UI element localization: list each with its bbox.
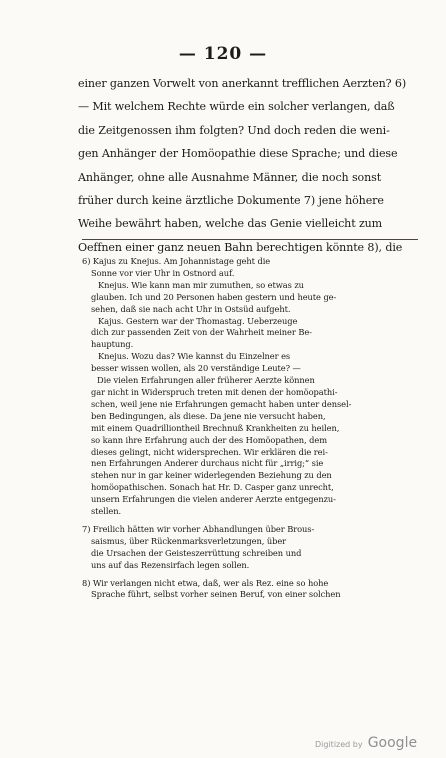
digitization-watermark xyxy=(315,732,417,751)
text-line: einer ganzen Vorwelt von anerkannt trefflichen Aerzten? 6) xyxy=(78,77,407,90)
footnote-line: uns auf das Rezensirfach legen sollen. xyxy=(91,559,250,570)
footnote-line: Knejus. Wie kann man mir zumuthen, so etwas zu xyxy=(98,279,304,290)
footnote-line: 8) Wir verlangen nicht etwa, daß, wer als Rez. eine so hohe xyxy=(82,577,329,588)
text-line: Weihe bewährt haben, welche das Genie vielleicht zum xyxy=(78,217,383,231)
footnote-line: homöopathischen. Sonach hat Hr. D. Casper ganz unrecht, xyxy=(91,482,334,493)
text-line: gen Anhänger der Homöopathie diese Sprache; und diese xyxy=(78,147,398,161)
footnote-line: so kann ihre Erfahrung auch der des Homöopathen, dem xyxy=(91,434,328,445)
footnote-divider xyxy=(82,239,418,240)
footnote-line: schen, weil jene nie Erfahrungen gemacht haben unter densel- xyxy=(91,398,352,409)
footnote-line: glauben. Ich und 20 Personen haben gestern und heute ge- xyxy=(91,291,337,302)
footnote-line: Knejus. Wozu das? Wie kannst du Einzelner es xyxy=(98,351,291,362)
footnotes xyxy=(82,256,420,601)
footnote-line: 7) Freilich hätten wir vorher Abhandlungen über Brous- xyxy=(82,523,315,534)
footnote-line: 6) Kajus zu Knejus. Am Johannistage geht die xyxy=(82,256,271,266)
footnote-line: saismus, über Rückenmarksverletzungen, über xyxy=(91,535,287,546)
footnote-line: stellen. xyxy=(91,506,122,517)
text-line: — Mit welchem Rechte würde ein solcher verlangen, daß xyxy=(78,100,395,114)
footnote-line: dich zur passenden Zeit von der Wahrheit meiner Be- xyxy=(91,327,312,338)
google-logo: Google xyxy=(367,735,418,751)
footnote-line: Kajus. Gestern war der Thomastag. Ueberzeuge xyxy=(98,315,298,326)
footnote-line: hauptung. xyxy=(91,339,134,350)
text-line: früher durch keine ärztliche Dokumente 7) jene höhere xyxy=(78,194,384,208)
page-number: — 120 — xyxy=(178,44,268,64)
footnote-line: nen Erfahrungen Anderer durchaus nicht für „irrig;“ sie xyxy=(91,458,324,469)
footnote-line: besser wissen wollen, als 20 verständige Leute? — xyxy=(91,363,301,374)
text-line: die Zeitgenossen ihm folgten? Und doch reden die weni- xyxy=(78,123,390,137)
text-line: Anhänger, ohne alle Ausnahme Männer, die noch sonst xyxy=(78,170,382,184)
footnote-line: dieses gelingt, nicht widersprechen. Wir erklären die rei- xyxy=(91,446,328,457)
watermark-prefix: Digitized by xyxy=(315,740,363,749)
footnote-line: die Ursachen der Geisteszerrüttung schreiben und xyxy=(91,547,302,558)
main-text xyxy=(78,72,418,259)
text-line: Oeffnen einer ganz neuen Bahn berechtigen könnte 8), die xyxy=(78,240,403,254)
footnote-line: ben Bedingungen, als diese. Da jene nie versucht haben, xyxy=(91,410,326,421)
footnote-line: mit einem Quadrilliontheil Brechnuß Krankheiten zu heilen, xyxy=(91,422,340,433)
footnote-line: gar nicht in Widerspruch treten mit denen der homöopathi- xyxy=(91,386,338,397)
footnote-line: Sonne vor vier Uhr in Ostnord auf. xyxy=(91,267,235,278)
footnote-line: stehen nur in gar keiner widerlegenden Beziehung zu den xyxy=(91,470,332,481)
footnote-line: unsern Erfahrungen die vielen anderer Aerzte entgegenzu- xyxy=(91,494,336,505)
footnote-line: Die vielen Erfahrungen aller früherer Aerzte können xyxy=(97,375,315,386)
footnote-line: Sprache führt, selbst vorher seinen Beruf, von einer solchen xyxy=(91,589,341,600)
footnote-line: sehen, daß sie nach acht Uhr in Ostsüd aufgeht. xyxy=(91,303,291,314)
